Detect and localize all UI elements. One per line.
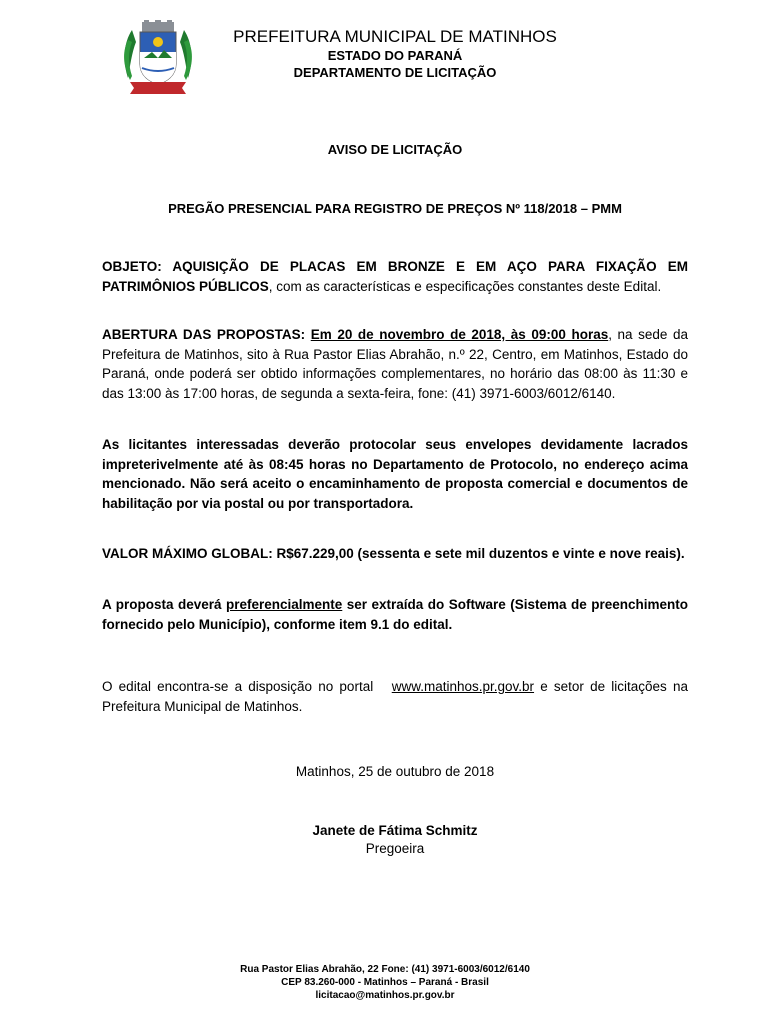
header-municipality: PREFEITURA MUNICIPAL DE MATINHOS [233,27,557,46]
paragraph-edital [102,677,692,716]
proposta-end: ser extraída do Software (Sistema de preenchimento fornecido pelo Município), conforme item 9.1 do edital. [102,597,688,632]
portal-link[interactable]: www.matinhos.pr.gov.br [391,679,535,694]
abertura-label: ABERTURA DAS PROPOSTAS: [102,327,311,342]
notice-title: AVISO DE LICITAÇÃO [327,142,463,157]
signer-role: Pregoeira [365,841,425,856]
header-department: DEPARTAMENTO DE LICITAÇÃO [293,65,497,80]
municipal-crest-logo [118,18,198,96]
paragraph-valor: VALOR MÁXIMO GLOBAL: R$67.229,00 (sessenta e sete mil duzentos e vinte e nove reais). [102,546,685,561]
objeto-bold: OBJETO: AQUISIÇÃO DE PLACAS EM BRONZE E EM AÇO PARA FIXAÇÃO EM PATRIMÔNIOS PÚBLICOS [102,259,688,294]
footer-address: Rua Pastor Elias Abrahão, 22 Fone: (41) 3971-6003/6012/6140 [240,964,530,975]
proposta-emphasis: preferencialmente [225,597,343,612]
edital-end: e setor de licitações na Prefeitura Municipal de Matinhos. [102,679,692,714]
abertura-date: Em 20 de novembro de 2018, às 09:00 horas [310,327,609,342]
signer-name: Janete de Fátima Schmitz [312,823,478,838]
paragraph-licitantes: As licitantes interessadas deverão protocolar seus envelopes devidamente lacrados impreterivelmente até às 08:45 horas no Departamento de Protocolo, no endereço acima mencionado. Não será aceito o encaminhamento de proposta comercial e documentos de habilitação por via postal ou por transportadora. [102,437,688,511]
place-date: Matinhos, 25 de outubro de 2018 [295,764,495,779]
footer-cep: CEP 83.260-000 - Matinhos – Paraná - Brasil [281,977,489,988]
proposta-start: A proposta deverá [102,597,226,612]
notice-subtitle: PREGÃO PRESENCIAL PARA REGISTRO DE PREÇOS Nº 118/2018 – PMM [168,201,622,216]
objeto-rest: , com as características e especificações constantes deste Edital. [268,278,662,294]
paragraph-objeto [102,257,688,296]
footer-email: licitacao@matinhos.pr.gov.br [315,990,455,1001]
header-state: ESTADO DO PARANÁ [327,48,463,63]
abertura-rest: , na sede da Prefeitura de Matinhos, sito à Rua Pastor Elias Abrahão, n.º 22, Centro, em Matinhos, Estado do Paraná, onde poderá ser obtido informações complementares, no horário das 08:00 às 11:30 e das 13:00 às 17:00 horas, de segunda a sexta-feira, fone: (41) 3971-6003/6012/6140. [102,327,688,401]
paragraph-abertura [102,325,688,403]
paragraph-proposta [102,595,688,634]
edital-start: O edital encontra-se a disposição no portal [102,679,392,694]
